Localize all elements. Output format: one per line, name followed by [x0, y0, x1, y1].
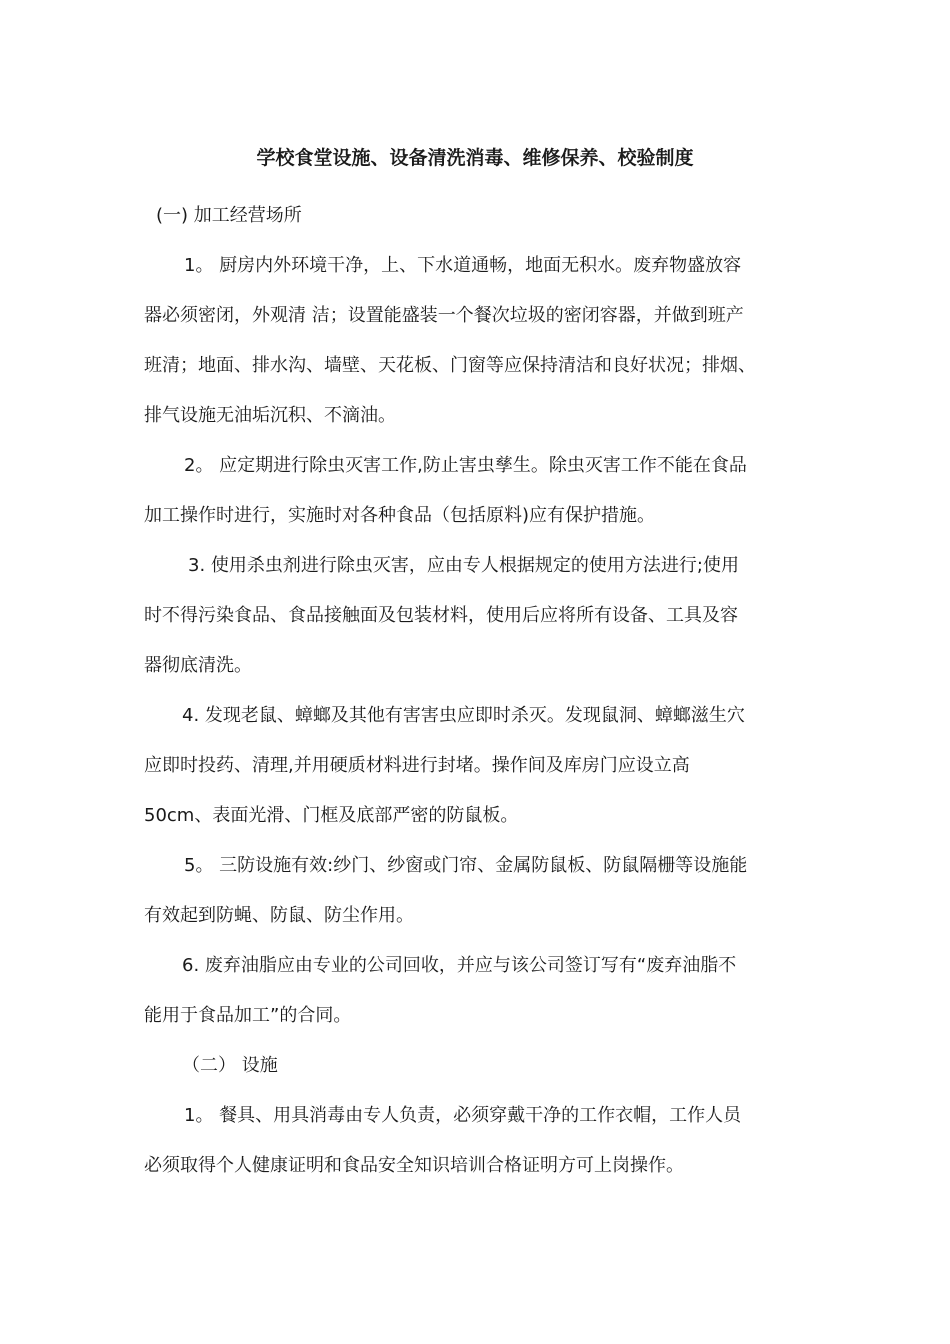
- paragraph-line: 班清；地面、排水沟、墙壁、天花板、门窗等应保持清洁和良好状况；排烟、: [144, 355, 756, 376]
- paragraph-line: 2。 应定期进行除虫灭害工作,防止害虫孳生。除虫灭害工作不能在食品: [184, 455, 747, 476]
- section-heading-facilities: （二） 设施: [182, 1055, 278, 1076]
- paragraph-line: 1。 厨房内外环境干净，上、下水道通畅，地面无积水。废弃物盛放容: [184, 255, 742, 276]
- document-title: 学校食堂设施、设备清洗消毒、维修保养、校验制度: [256, 147, 694, 169]
- paragraph-line: 3. 使用杀虫剂进行除虫灭害，应由专人根据规定的使用方法进行;使用: [188, 555, 739, 576]
- paragraph-line: 50cm、表面光滑、门框及底部严密的防鼠板。: [144, 805, 519, 826]
- paragraph-line: 排气设施无油垢沉积、不滴油。: [144, 405, 396, 426]
- document-body: [144, 191, 804, 1191]
- paragraph-line: 1。 餐具、用具消毒由专人负责，必须穿戴干净的工作衣帽，工作人员: [184, 1105, 742, 1126]
- paragraph-line: 加工操作时进行，实施时对各种食品（包括原料)应有保护措施。: [144, 505, 656, 526]
- paragraph-line: 应即时投药、清理,并用硬质材料进行封堵。操作间及库房门应设立高: [144, 755, 690, 776]
- paragraph-line: 必须取得个人健康证明和食品安全知识培训合格证明方可上岗操作。: [144, 1155, 684, 1176]
- paragraph-line: 4. 发现老鼠、蟑螂及其他有害害虫应即时杀灭。发现鼠洞、蟑螂滋生穴: [182, 705, 745, 726]
- paragraph-line: 5。 三防设施有效:纱门、纱窗或门帘、金属防鼠板、防鼠隔栅等设施能: [184, 855, 748, 876]
- paragraph-line: 时不得污染食品、食品接触面及包装材料，使用后应将所有设备、工具及容: [144, 605, 738, 626]
- paragraph-line: 器彻底清洗。: [144, 655, 252, 676]
- section-heading-workplace: (一) 加工经营场所: [156, 205, 302, 226]
- paragraph-line: 6. 废弃油脂应由专业的公司回收，并应与该公司签订写有“废弃油脂不: [182, 955, 737, 976]
- paragraph-line: 有效起到防蝇、防鼠、防尘作用。: [144, 905, 414, 926]
- paragraph-line: 能用于食品加工”的合同。: [144, 1005, 352, 1026]
- paragraph-line: 器必须密闭，外观清 洁；设置能盛装一个餐次垃圾的密闭容器，并做到班产: [144, 305, 744, 326]
